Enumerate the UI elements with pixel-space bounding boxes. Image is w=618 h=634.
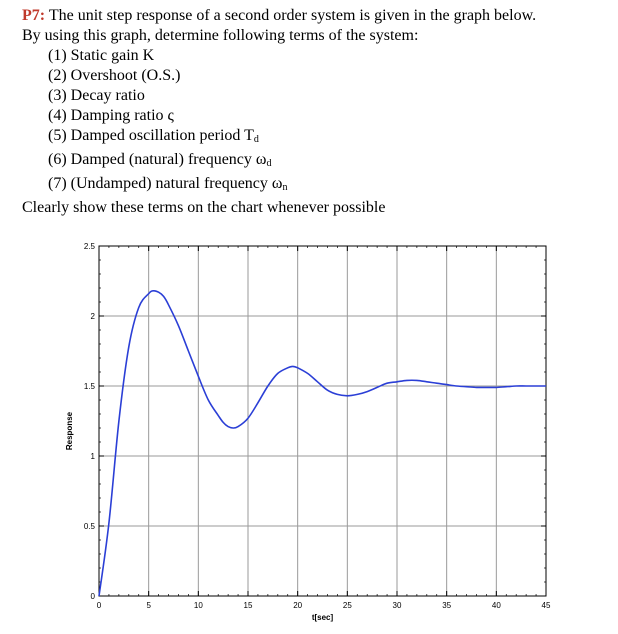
problem-intro: The unit step response of a second order system is given in the graph below. — [45, 7, 537, 24]
x-tick-label: 0 — [96, 601, 102, 610]
x-tick-label: 5 — [146, 601, 151, 610]
subscript: n — [282, 182, 288, 193]
x-tick-label: 20 — [293, 601, 303, 610]
chart-grid — [99, 246, 546, 596]
subscript: d — [253, 134, 259, 145]
plot-frame — [99, 246, 546, 596]
y-tick-label: 1.5 — [83, 382, 95, 391]
x-tick-label: 10 — [193, 601, 203, 610]
y-tick-labels — [84, 242, 96, 601]
question-text: (5) Damped oscillation period T — [48, 127, 254, 144]
problem-intro-2: By using this graph, determine following terms of the system: — [22, 27, 419, 44]
y-tick-label: 0.5 — [83, 522, 95, 531]
y-tick-label: 0 — [90, 592, 95, 601]
x-tick-labels — [97, 601, 551, 610]
x-tick-label: 15 — [243, 601, 253, 610]
question-item: (3) Decay ratio — [48, 87, 145, 104]
y-tick-label: 1 — [90, 452, 95, 461]
question-item: (2) Overshoot (O.S.) — [48, 67, 181, 84]
question-text: (7) (Undamped) natural frequency ω — [48, 175, 283, 192]
question-item: (4) Damping ratio ς — [48, 107, 174, 124]
subscript: d — [266, 158, 272, 169]
y-tick-label: 2.5 — [83, 242, 95, 251]
x-tick-label: 40 — [491, 601, 501, 610]
x-tick-label: 35 — [442, 601, 452, 610]
x-tick-label: 25 — [342, 601, 352, 610]
y-tick-label: 2 — [90, 312, 95, 321]
problem-number: P7: — [22, 7, 46, 24]
response-curve — [99, 291, 546, 596]
problem-closing: Clearly show these terms on the chart whenever possible — [22, 199, 386, 216]
question-text: (6) Damped (natural) frequency ω — [48, 151, 267, 168]
y-axis-label: Response — [65, 411, 74, 451]
question-item: (1) Static gain K — [48, 47, 155, 64]
x-axis-label: t[sec] — [311, 613, 334, 622]
axis-ticks — [99, 246, 546, 596]
x-tick-label: 30 — [392, 601, 402, 610]
x-tick-label: 45 — [541, 601, 551, 610]
